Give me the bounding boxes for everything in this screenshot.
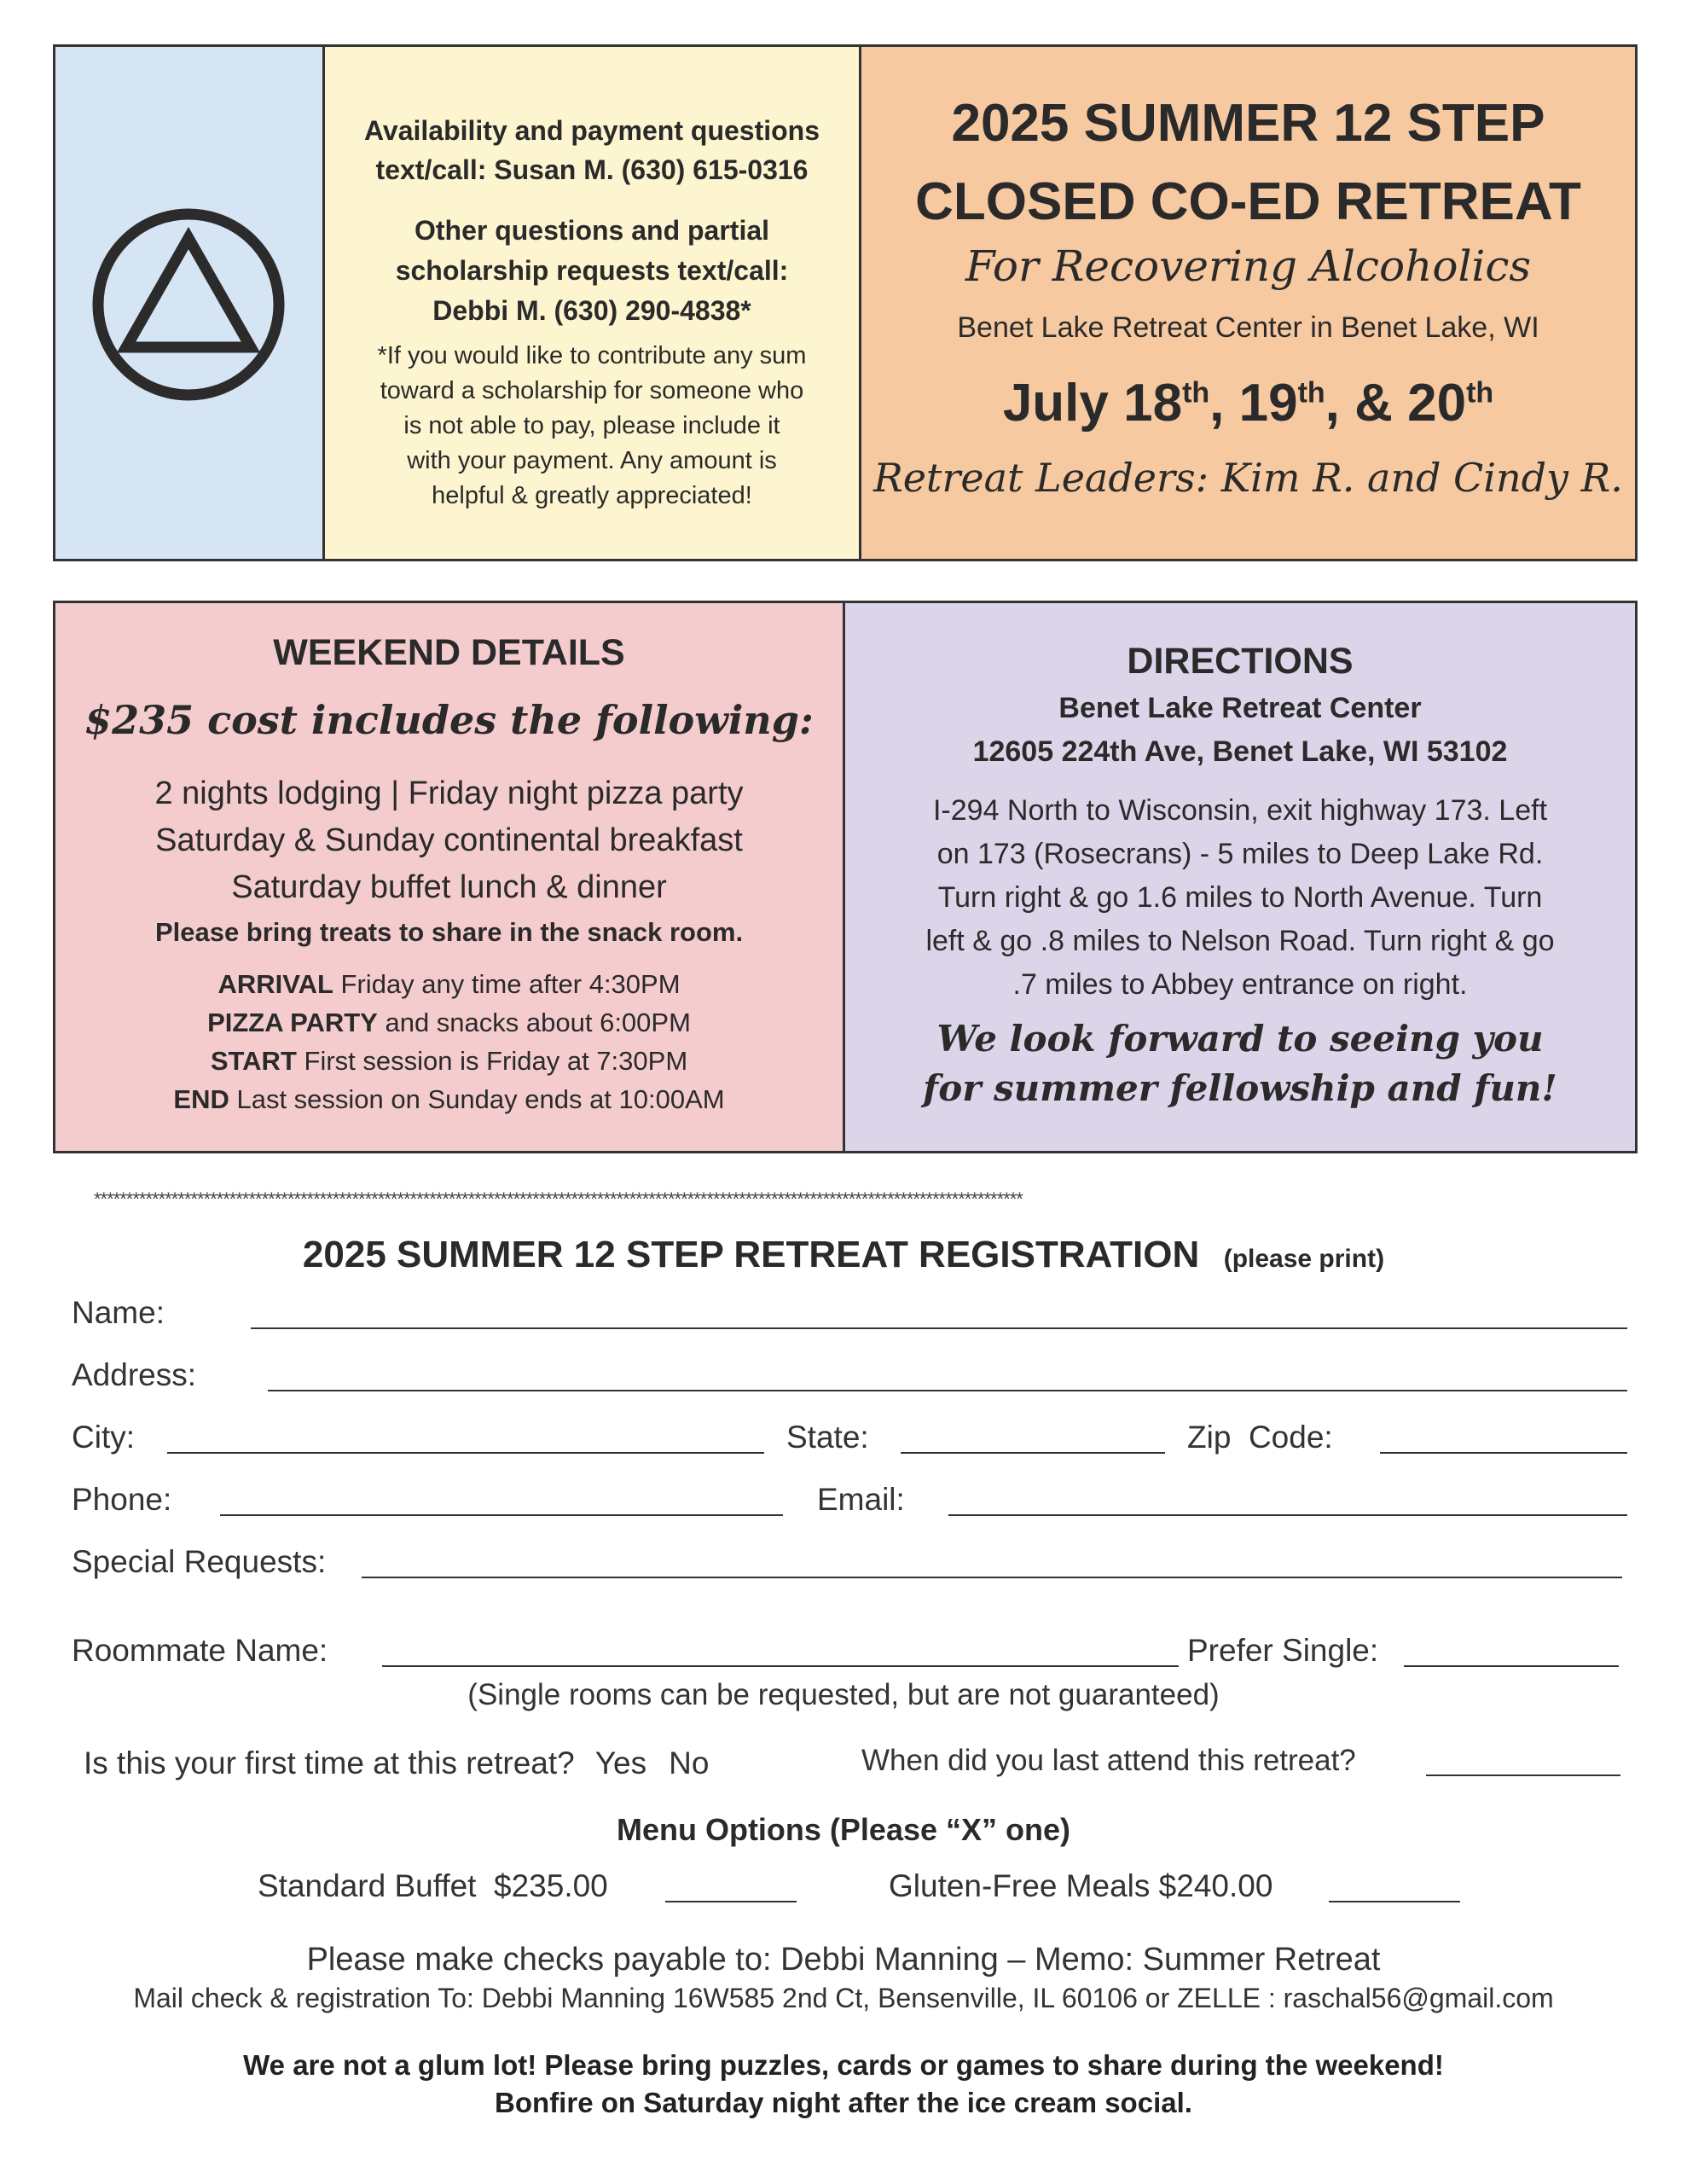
schedule-item: [55, 1042, 843, 1080]
special-requests-field[interactable]: [362, 1577, 1622, 1578]
direction-line: on 173 (Rosecrans) - 5 miles to Deep Lake Rd.: [936, 838, 1544, 870]
form-title-note: (please print): [1223, 1245, 1385, 1273]
state-label: State:: [786, 1420, 869, 1455]
menu-standard-label: Standard Buffet $235.00: [258, 1868, 608, 1903]
footer-line: We are not a glum lot! Please bring puzzles, cards or games to share during the weekend!: [243, 2049, 1444, 2081]
venue-address: 12605 224th Ave, Benet Lake, WI 53102: [972, 735, 1508, 768]
availability-info: [325, 111, 859, 189]
email-field[interactable]: [948, 1514, 1627, 1516]
no-option[interactable]: No: [669, 1745, 710, 1780]
special-requests-label: Special Requests:: [72, 1544, 327, 1579]
first-time-text: Is this your first time at this retreat?: [84, 1745, 575, 1780]
details-heading: WEEKEND DETAILS: [273, 632, 625, 673]
menu-heading: Menu Options (Please “X” one): [616, 1812, 1071, 1847]
schedule-item: [55, 1003, 843, 1042]
date-text: , 19: [1209, 374, 1298, 433]
event-subtitle: For Recovering Alcoholics: [965, 241, 1532, 291]
prefer-single-label: Prefer Single:: [1187, 1633, 1379, 1668]
note-line: is not able to pay, please include it: [403, 412, 780, 439]
event-location: Benet Lake Retreat Center in Benet Lake, WI: [957, 311, 1539, 344]
last-attend-question: When did you last attend this retreat?: [861, 1744, 1356, 1777]
directions-panel: [845, 603, 1635, 1151]
other-questions-info: [325, 211, 859, 331]
event-title-line: CLOSED CO-ED RETREAT: [915, 172, 1581, 231]
address-label: Address:: [72, 1357, 197, 1392]
mail-registration-text: Mail check & registration To: Debbi Manning 16W585 2nd Ct, Bensenville, IL 60106 or ZELLE : raschal56@gmail.com: [133, 1983, 1554, 2013]
schedule-text: Friday any time after 4:30PM: [333, 969, 681, 999]
availability-line: Availability and payment questions: [363, 115, 820, 146]
driving-directions: [845, 789, 1635, 1007]
asterisk-divider: ************************************************************************************************************************************************: [94, 1188, 1023, 1210]
state-field[interactable]: [901, 1452, 1165, 1454]
yes-option[interactable]: Yes: [594, 1745, 647, 1780]
debbi-contact-line: Debbi M. (630) 290-4838*: [432, 295, 751, 326]
schedule-item: [55, 1080, 843, 1118]
date-suffix: th: [1297, 376, 1325, 410]
note-line: with your payment. Any amount is: [407, 447, 777, 474]
date-text: , & 20: [1325, 374, 1467, 433]
city-label: City:: [72, 1420, 135, 1455]
event-title: [861, 84, 1635, 241]
closing-line: We look forward to seeing you: [936, 1018, 1544, 1060]
logo-panel: [55, 47, 325, 559]
directions-heading: DIRECTIONS: [1127, 641, 1354, 682]
last-attend-field[interactable]: [1426, 1774, 1620, 1776]
date-text: July 18: [1002, 374, 1183, 433]
name-field[interactable]: [251, 1327, 1627, 1329]
circle-triangle-logo-icon: [90, 206, 287, 404]
other-questions-line: Other questions and partial: [414, 215, 770, 246]
closing-line: for summer fellowship and fun!: [923, 1067, 1557, 1109]
menu-gluten-free-label: Gluten-Free Meals $240.00: [889, 1868, 1273, 1903]
phone-label: Phone:: [72, 1482, 172, 1517]
closing-message: [845, 1014, 1635, 1113]
note-line: *If you would like to contribute any sum: [377, 342, 807, 369]
included-item: Saturday & Sunday continental breakfast: [155, 822, 743, 858]
retreat-leaders: Retreat Leaders: Kim R. and Cindy R.: [873, 455, 1623, 501]
footer-line: Bonfire on Saturday night after the ice cream social.: [495, 2087, 1192, 2118]
included-item: 2 nights lodging | Friday night pizza party: [154, 775, 744, 811]
form-title: 2025 SUMMER 12 STEP RETREAT REGISTRATION: [302, 1234, 1200, 1275]
menu-gluten-free-field[interactable]: [1329, 1901, 1460, 1902]
included-items: [55, 770, 843, 911]
event-dates: [861, 373, 1635, 433]
schedule-text: Last session on Sunday ends at 10:00AM: [229, 1084, 725, 1114]
schedule-label: PIZZA PARTY: [207, 1008, 378, 1037]
email-label: Email:: [817, 1482, 905, 1517]
contact-panel: [325, 47, 861, 559]
header-band: [53, 44, 1638, 561]
susan-contact-line: text/call: Susan M. (630) 615-0316: [375, 154, 809, 185]
included-item: Saturday buffet lunch & dinner: [231, 869, 667, 905]
city-field[interactable]: [167, 1452, 764, 1454]
note-line: helpful & greatly appreciated!: [432, 482, 752, 509]
direction-line: I-294 North to Wisconsin, exit highway 173. Left: [932, 794, 1548, 827]
checks-payable-line: Please make checks payable to: Debbi Manning – Memo: Summer Retreat: [306, 1942, 1381, 1978]
roommate-field[interactable]: [382, 1665, 1179, 1667]
treats-note: Please bring treats to share in the snack room.: [154, 917, 744, 947]
address-field[interactable]: [268, 1390, 1627, 1391]
date-suffix: th: [1182, 376, 1210, 410]
phone-field[interactable]: [220, 1514, 783, 1516]
zip-label: Zip Code:: [1187, 1420, 1333, 1455]
schedule-text: First session is Friday at 7:30PM: [296, 1046, 688, 1076]
note-line: toward a scholarship for someone who: [380, 377, 804, 404]
title-panel: [861, 47, 1635, 559]
registration-title: [0, 1234, 1687, 1276]
schedule-label: ARRIVAL: [217, 969, 333, 999]
schedule: [55, 965, 843, 1118]
event-title-line: 2025 SUMMER 12 STEP: [951, 94, 1545, 153]
direction-line: left & go .8 miles to Nelson Road. Turn right & go: [925, 925, 1555, 957]
weekend-details-panel: [55, 603, 845, 1151]
mail-registration-line: [0, 1983, 1687, 2014]
first-time-question: [84, 1745, 709, 1781]
scholarship-line: scholarship requests text/call:: [395, 255, 789, 286]
schedule-label: END: [173, 1084, 229, 1114]
zip-field[interactable]: [1380, 1452, 1627, 1454]
schedule-label: START: [210, 1046, 297, 1076]
date-suffix: th: [1466, 376, 1494, 410]
direction-line: .7 miles to Abbey entrance on right.: [1012, 968, 1468, 1001]
cost-line: $235 cost includes the following:: [84, 697, 814, 743]
schedule-item: [55, 965, 843, 1003]
menu-standard-field[interactable]: [665, 1901, 797, 1902]
prefer-single-field[interactable]: [1404, 1665, 1619, 1667]
name-label: Name:: [72, 1295, 165, 1330]
venue-name: Benet Lake Retreat Center: [1058, 692, 1422, 724]
direction-line: Turn right & go 1.6 miles to North Avenue. Turn: [937, 881, 1543, 914]
single-room-note: (Single rooms can be requested, but are not guaranteed): [467, 1678, 1220, 1711]
info-band: [53, 601, 1638, 1153]
roommate-label: Roommate Name:: [72, 1633, 328, 1668]
schedule-text: and snacks about 6:00PM: [377, 1008, 691, 1037]
scholarship-note: [325, 339, 859, 514]
